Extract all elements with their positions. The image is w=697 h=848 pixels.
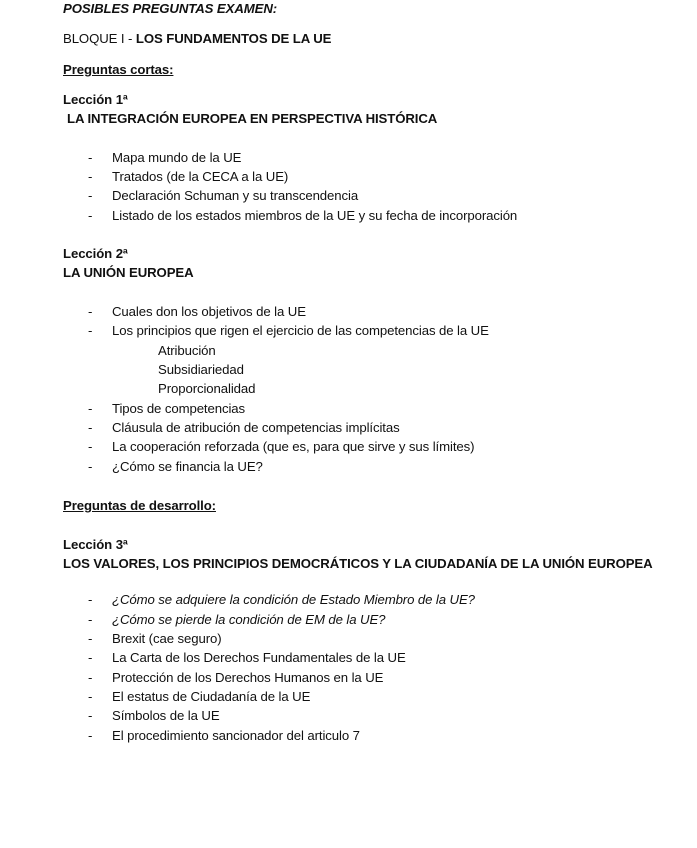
block-heading [63, 31, 331, 47]
list-item-text: ¿Cómo se adquiere la condición de Estado Miembro de la UE? [112, 592, 475, 607]
lesson2-title: LA UNIÓN EUROPEA [63, 265, 194, 280]
list-item-text: El estatus de Ciudadanía de la UE [112, 689, 311, 704]
list-item-text: Cláusula de atribución de competencias implícitas [112, 420, 400, 435]
list-item-text: Brexit (cae seguro) [112, 631, 222, 646]
block-title: LOS FUNDAMENTOS DE LA UE [135, 31, 332, 46]
lesson1-title: LA INTEGRACIÓN EUROPEA EN PERSPECTIVA HISTÓRICA [67, 111, 438, 126]
bullet-dash: - [88, 304, 93, 319]
bullet-dash: - [88, 689, 93, 704]
bullet-dash: - [88, 169, 93, 184]
bullet-dash: - [88, 612, 93, 627]
sub-item-text: Proporcionalidad [158, 381, 256, 396]
lesson2-label: Lección 2ª [63, 246, 128, 261]
list-item-text: Tipos de competencias [112, 401, 246, 416]
bullet-dash: - [88, 401, 93, 416]
document-title: POSIBLES PREGUNTAS EXAMEN: [63, 1, 278, 16]
list-item-text: El procedimiento sancionador del articulo 7 [112, 728, 360, 743]
block-prefix: BLOQUE I - [63, 31, 136, 46]
bullet-dash: - [88, 592, 93, 607]
bullet-dash: - [88, 631, 93, 646]
bullet-dash: - [88, 150, 93, 165]
list-item-text: Cuales don los objetivos de la UE [112, 304, 306, 319]
bullet-dash: - [88, 323, 93, 338]
list-item-text: Protección de los Derechos Humanos en la UE [112, 670, 384, 685]
list-item-text: Símbolos de la UE [112, 708, 220, 723]
list-item-text: ¿Cómo se financia la UE? [112, 459, 263, 474]
bullet-dash: - [88, 670, 93, 685]
list-item-text: Mapa mundo de la UE [112, 150, 242, 165]
list-item-text: Los principios que rigen el ejercicio de las competencias de la UE [112, 323, 489, 338]
sub-item-text: Atribución [158, 343, 216, 358]
short-questions-heading: Preguntas cortas: [63, 62, 174, 77]
bullet-dash: - [88, 420, 93, 435]
bullet-dash: - [88, 439, 93, 454]
bullet-dash: - [88, 708, 93, 723]
list-item-text: Declaración Schuman y su transcendencia [112, 188, 359, 203]
bullet-dash: - [88, 650, 93, 665]
bullet-dash: - [88, 728, 93, 743]
bullet-dash: - [88, 188, 93, 203]
list-item-text: ¿Cómo se pierde la condición de EM de la UE? [112, 612, 386, 627]
bullet-dash: - [88, 459, 93, 474]
lesson3-label: Lección 3ª [63, 537, 128, 552]
lesson1-label: Lección 1ª [63, 92, 128, 107]
sub-item-text: Subsidiariedad [158, 362, 244, 377]
bullet-dash: - [88, 208, 93, 223]
development-questions-heading: Preguntas de desarrollo: [63, 498, 216, 513]
list-item-text: Tratados (de la CECA a la UE) [112, 169, 289, 184]
list-item-text: La Carta de los Derechos Fundamentales de la UE [112, 650, 406, 665]
list-item-text: La cooperación reforzada (que es, para que sirve y sus límites) [112, 439, 475, 454]
list-item-text: Listado de los estados miembros de la UE y su fecha de incorporación [112, 208, 518, 223]
lesson3-title: LOS VALORES, LOS PRINCIPIOS DEMOCRÁTICOS Y LA CIUDADANÍA DE LA UNIÓN EUROPEA [63, 556, 653, 571]
